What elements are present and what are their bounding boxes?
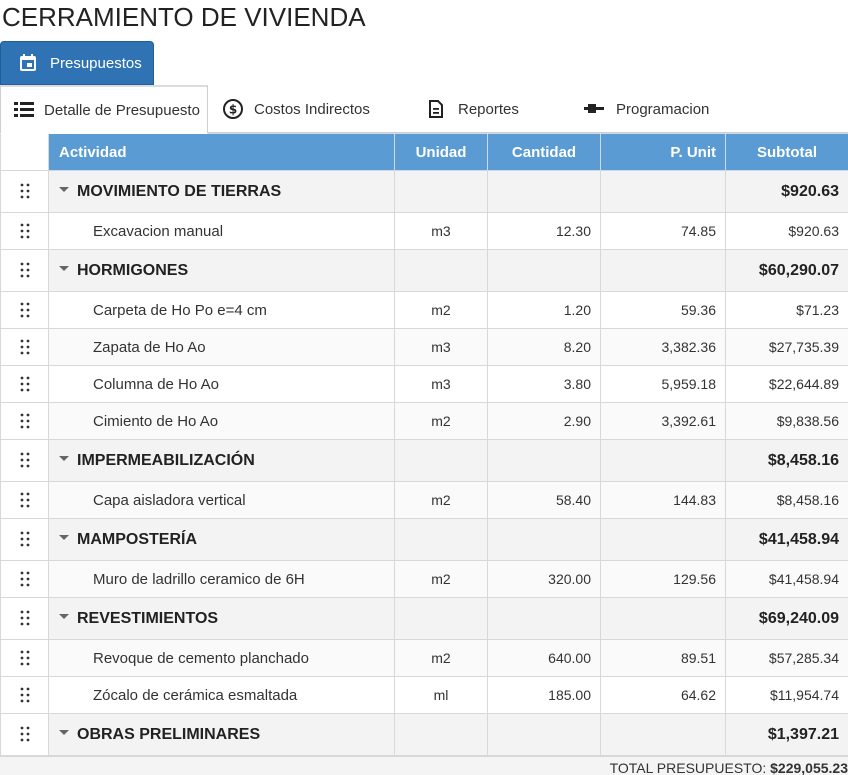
actividad-cell[interactable]: Zócalo de cerámica esmaltada [49,677,395,714]
cantidad-cell[interactable]: 58.40 [488,482,601,519]
table-row[interactable] [1,292,848,329]
punit-cell[interactable]: 59.36 [601,292,726,329]
actividad-cell[interactable]: Columna de Ho Ao [49,366,395,403]
tab-reportes[interactable] [428,85,548,133]
table-row[interactable] [1,213,848,250]
subtotal-cell: $920.63 [726,213,848,250]
collapse-caret-icon[interactable] [59,730,69,735]
dollar-circle-icon [222,98,244,120]
unidad-cell[interactable]: m2 [395,292,488,329]
subtotal-cell: $9,838.56 [726,403,848,440]
cantidad-cell[interactable]: 640.00 [488,640,601,677]
group-row[interactable] [1,714,848,756]
group-subtotal: $1,397.21 [726,714,848,756]
group-name: OBRAS PRELIMINARES [77,725,261,743]
group-name: HORMIGONES [77,261,189,279]
group-name: REVESTIMIENTOS [77,609,219,627]
row-handle[interactable] [1,292,49,329]
group-subtotal: $69,240.09 [726,598,848,640]
drag-handle-icon [20,650,30,666]
unidad-cell[interactable]: m3 [395,213,488,250]
row-handle[interactable] [1,329,49,366]
row-handle[interactable] [1,640,49,677]
actividad-cell[interactable]: Excavacion manual [49,213,395,250]
tab-label: Costos Indirectos [254,100,370,118]
group-row[interactable] [1,171,848,213]
actividad-cell[interactable]: Muro de ladrillo ceramico de 6H [49,561,395,598]
row-handle[interactable] [1,519,49,561]
actividad-cell[interactable]: Revoque de cemento planchado [49,640,395,677]
punit-cell[interactable]: 3,392.61 [601,403,726,440]
empty-cell [488,598,601,640]
group-row[interactable] [1,519,848,561]
header-cantidad[interactable]: Cantidad [488,134,601,171]
table-row[interactable] [1,403,848,440]
group-name: MAMPOSTERÍA [77,530,197,548]
header-unidad[interactable]: Unidad [395,134,488,171]
unidad-cell[interactable]: m3 [395,329,488,366]
list-icon [14,102,34,118]
empty-cell [395,440,488,482]
empty-cell [601,714,726,756]
subtotal-cell: $11,954.74 [726,677,848,714]
total-value: $229,055.23 [770,760,848,775]
header-handle [1,134,49,171]
drag-handle-icon [20,571,30,587]
presupuestos-button[interactable] [0,41,154,85]
cantidad-cell[interactable]: 8.20 [488,329,601,366]
tab-label: Reportes [458,100,519,118]
group-name: MOVIMIENTO DE TIERRAS [77,182,282,200]
empty-cell [601,519,726,561]
subtotal-cell: $41,458.94 [726,561,848,598]
group-row[interactable] [1,440,848,482]
empty-cell [395,171,488,213]
cantidad-cell[interactable]: 12.30 [488,213,601,250]
subtotal-cell: $8,458.16 [726,482,848,519]
row-handle[interactable] [1,250,49,292]
empty-cell [601,250,726,292]
cantidad-cell[interactable]: 3.80 [488,366,601,403]
group-cell [49,519,395,561]
punit-cell[interactable]: 3,382.36 [601,329,726,366]
group-row[interactable] [1,598,848,640]
table-row[interactable] [1,482,848,519]
empty-cell [395,519,488,561]
punit-cell[interactable]: 89.51 [601,640,726,677]
budget-table [0,133,848,756]
page-title: CERRAMIENTO DE VIVIENDA [2,2,366,32]
drag-handle-icon [20,339,30,355]
empty-cell [601,171,726,213]
drag-handle-icon [20,492,30,508]
group-subtotal: $920.63 [726,171,848,213]
row-handle[interactable] [1,714,49,756]
row-handle[interactable] [1,366,49,403]
punit-cell[interactable]: 5,959.18 [601,366,726,403]
table-row[interactable] [1,640,848,677]
table-row[interactable] [1,329,848,366]
cantidad-cell[interactable]: 2.90 [488,403,601,440]
punit-cell[interactable]: 74.85 [601,213,726,250]
group-subtotal: $41,458.94 [726,519,848,561]
cantidad-cell[interactable]: 1.20 [488,292,601,329]
group-cell [49,171,395,213]
collapse-caret-icon[interactable] [59,614,69,619]
gantt-icon [584,101,604,117]
row-handle[interactable] [1,403,49,440]
subtotal-cell: $57,285.34 [726,640,848,677]
budget-grid [0,133,848,775]
header-punit[interactable]: P. Unit [601,134,726,171]
unidad-cell[interactable]: m2 [395,640,488,677]
unidad-cell[interactable]: m2 [395,403,488,440]
group-cell [49,714,395,756]
drag-handle-icon [20,223,30,239]
group-row[interactable] [1,250,848,292]
tab-label: Programacion [616,100,710,118]
drag-handle-icon [20,610,30,626]
header-subtotal[interactable]: Subtotal [726,134,848,171]
empty-cell [395,714,488,756]
group-subtotal: $8,458.16 [726,440,848,482]
document-icon [428,100,444,118]
svg-text:$: $ [228,102,238,117]
empty-cell [488,519,601,561]
cantidad-cell[interactable]: 185.00 [488,677,601,714]
tab-costos-indirectos[interactable] [222,85,392,133]
empty-cell [601,440,726,482]
tab-bar [0,85,848,133]
subtotal-cell: $71.23 [726,292,848,329]
presupuestos-label: Presupuestos [50,54,142,72]
row-handle[interactable] [1,171,49,213]
drag-handle-icon [20,687,30,703]
tab-label: Detalle de Presupuesto [44,101,200,119]
tab-detalle-presupuesto[interactable] [0,85,208,134]
group-cell [49,440,395,482]
row-handle[interactable] [1,213,49,250]
empty-cell [488,171,601,213]
empty-cell [395,598,488,640]
drag-handle-icon [20,183,30,199]
row-handle[interactable] [1,482,49,519]
unidad-cell[interactable]: m2 [395,482,488,519]
empty-cell [488,440,601,482]
row-handle[interactable] [1,677,49,714]
group-subtotal: $60,290.07 [726,250,848,292]
table-row[interactable] [1,677,848,714]
subtotal-cell: $27,735.39 [726,329,848,366]
subtotal-cell: $22,644.89 [726,366,848,403]
row-handle[interactable] [1,440,49,482]
table-header-row [1,134,848,171]
punit-cell[interactable]: 144.83 [601,482,726,519]
unidad-cell[interactable]: m2 [395,561,488,598]
drag-handle-icon [20,302,30,318]
actividad-cell[interactable]: Capa aisladora vertical [49,482,395,519]
collapse-caret-icon[interactable] [59,187,69,192]
table-row[interactable] [1,366,848,403]
drag-handle-icon [20,452,30,468]
drag-handle-icon [20,413,30,429]
actividad-cell[interactable]: Carpeta de Ho Po e=4 cm [49,292,395,329]
punit-cell[interactable]: 129.56 [601,561,726,598]
calendar-icon [18,53,38,73]
table-row[interactable] [1,561,848,598]
group-name: IMPERMEABILIZACIÓN [77,451,255,469]
empty-cell [488,250,601,292]
collapse-caret-icon[interactable] [59,266,69,271]
actividad-cell[interactable]: Cimiento de Ho Ao [49,403,395,440]
tab-programacion[interactable] [584,85,744,133]
empty-cell [488,714,601,756]
actividad-cell[interactable]: Zapata de Ho Ao [49,329,395,366]
unidad-cell[interactable]: m3 [395,366,488,403]
total-footer [0,756,848,775]
drag-handle-icon [20,262,30,278]
drag-handle-icon [20,531,30,547]
total-label: TOTAL PRESUPUESTO: [609,760,767,775]
collapse-caret-icon[interactable] [59,535,69,540]
group-cell [49,598,395,640]
unidad-cell[interactable]: ml [395,677,488,714]
empty-cell [601,598,726,640]
group-cell [49,250,395,292]
drag-handle-icon [20,726,30,742]
punit-cell[interactable]: 64.62 [601,677,726,714]
collapse-caret-icon[interactable] [59,456,69,461]
row-handle[interactable] [1,598,49,640]
drag-handle-icon [20,376,30,392]
row-handle[interactable] [1,561,49,598]
header-actividad[interactable]: Actividad [49,134,395,171]
cantidad-cell[interactable]: 320.00 [488,561,601,598]
empty-cell [395,250,488,292]
